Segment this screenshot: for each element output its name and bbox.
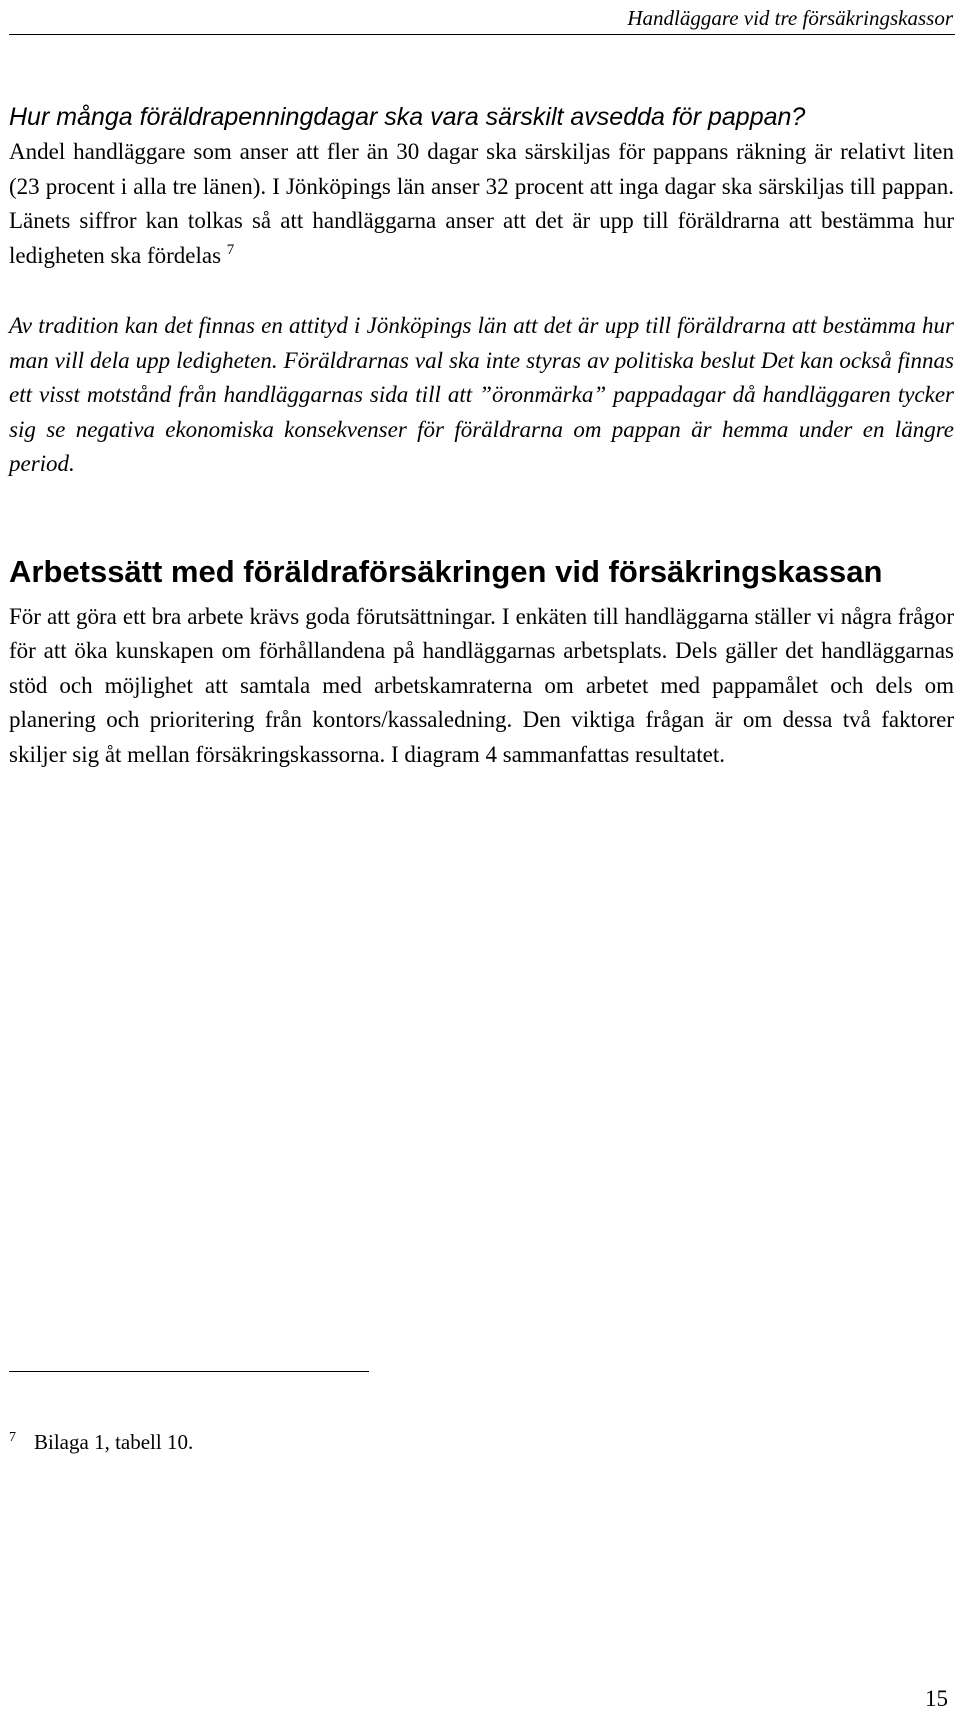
page-number: 15: [925, 1686, 948, 1711]
section-heading: Arbetssätt med föräldraförsäkringen vid försäkringskassan: [9, 553, 883, 589]
section-paragraph: För att göra ett bra arbete krävs goda förutsättningar. I enkäten till handläggarna ställer vi några frågor för att öka kunskapen om förhållandena på handläggarnas arbetsplats. Dels gäller det handläggarnas stöd och möjlighet att samtala med arbetskamraterna om arbetet med pappamålet och dels om planering och prioritering från kontors/kassaledning. Den viktiga frågan är om dessa två faktorer skiljer sig åt mellan försäkringskassorna. I diagram 4 sammanfattas resultatet.: [9, 603, 954, 767]
question-heading: Hur många föräldrapenningdagar ska vara särskilt avsedda för pappan?: [9, 103, 806, 131]
question-paragraph: [9, 135, 954, 273]
header-divider: [9, 34, 955, 35]
question-paragraph-text: Andel handläggare som anser att fler än 30 dagar ska särskiljas för pappans räkning är relativt liten (23 procent i alla tre länen). I Jönköpings län anser 32 procent att inga dagar ska särskiljas till pappan. Länets siffror kan tolkas så att handläggarna anser att det är upp till föräldrarna att bestämma hur ledigheten ska fördelas: [9, 139, 954, 268]
footnote-text: Bilaga 1, tabell 10.: [34, 1430, 194, 1454]
footnote-reference[interactable]: 7: [226, 241, 235, 258]
footnote-number: 7: [9, 1430, 16, 1445]
italic-quote-paragraph: Av tradition kan det finnas en attityd i Jönköpings län att det är upp till föräldrarna att bestämma hur man vill dela upp ledigheten. Föräldrarnas val ska inte styras av politiska beslut Det kan också finnas ett visst motstånd från handläggarnas sida till att ”öronmärka” pappadagar då handläggaren tycker sig se negativa ekonomiska konsekvenser för föräldrarna om pappan är hemma under en längre period.: [9, 313, 954, 476]
footnote-divider: [9, 1371, 369, 1372]
footnote: [9, 1428, 193, 1456]
page-content: [9, 100, 954, 772]
running-header: Handläggare vid tre försäkringskassor: [627, 6, 953, 30]
